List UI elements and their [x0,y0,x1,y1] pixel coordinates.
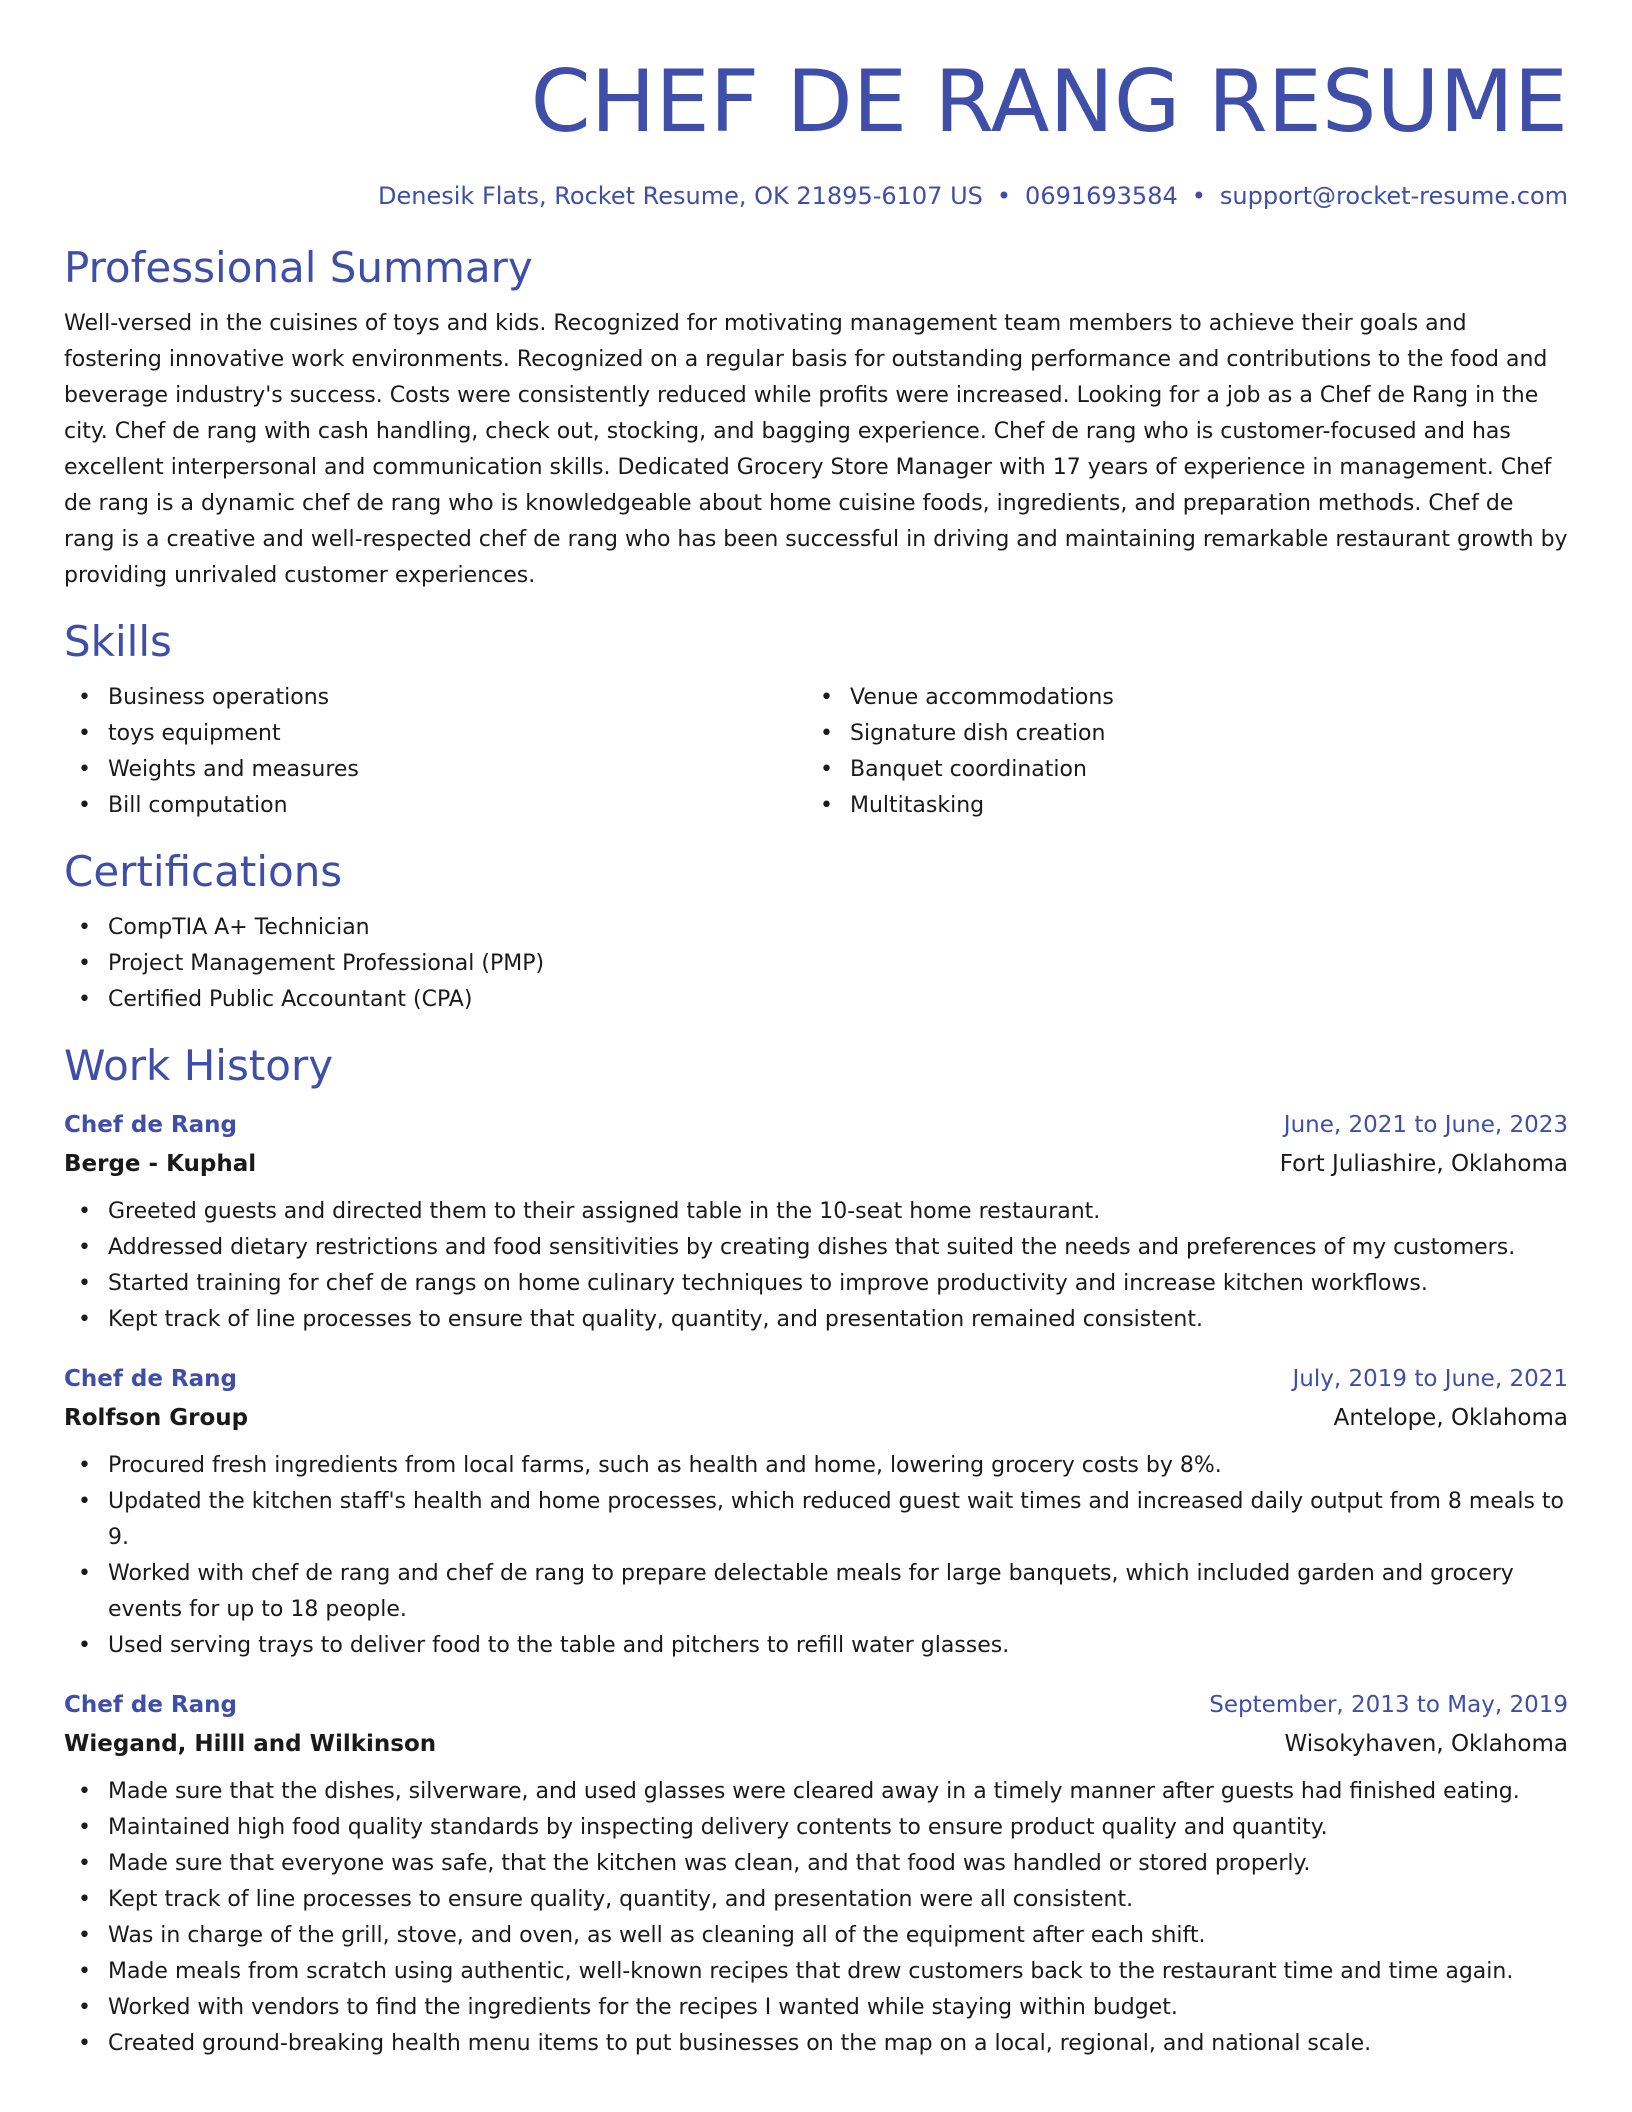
job-bullet: • Worked with vendors to find the ingredients for the recipes I wanted while staying within budget. [64,1990,1568,2026]
job-bullet: • Procured fresh ingredients from local farms, such as health and home, lowering grocery costs by 8%. [64,1448,1568,1484]
job-entry [64,1106,1568,1338]
contact-separator: • [996,182,1012,210]
job-bullet: • Was in charge of the grill, stove, and oven, as well as cleaning all of the equipment after each shift. [64,1918,1568,1954]
job-bullet: • Greeted guests and directed them to their assigned table in the 10-seat home restaurant. [64,1194,1568,1230]
job-bullet: • Made sure that the dishes, silverware, and used glasses were cleared away in a timely manner after guests had finished eating. [64,1774,1568,1810]
summary-heading: Professional Summary [64,243,533,292]
contact-line [64,180,1568,212]
job-bullet: • Kept track of line processes to ensure that quality, quantity, and presentation remained consistent. [64,1302,1568,1338]
job-bullet: • Made sure that everyone was safe, that the kitchen was clean, and that food was handled or stored properly. [64,1846,1568,1882]
job-dates: June, 2021 to June, 2023 [1283,1112,1568,1138]
job-bullet: • Updated the kitchen staff's health and home processes, which reduced guest wait times and increased daily output from 8 meals to 9. [64,1484,1568,1556]
skill-item: • Signature dish creation [806,716,1548,752]
skills-section [64,616,1568,824]
job-entry [64,1360,1568,1664]
certifications-heading: Certifications [64,847,343,896]
skills-list-right [806,680,1548,824]
job-title: Chef de Rang [64,1112,238,1138]
job-header-row [64,1360,1568,1398]
job-header-row [64,1686,1568,1724]
contact-phone: 0691693584 [1025,182,1178,210]
job-company-row [64,1144,1568,1184]
skills-grid [64,680,1568,824]
job-bullet: • Worked with chef de rang and chef de rang to prepare delectable meals for large banquets, which included garden and grocery events for up to 18 people. [64,1556,1568,1628]
certifications-list [64,910,1568,1018]
job-company: Berge - Kuphal [64,1151,257,1177]
job-entry [64,1686,1568,2062]
job-bullet: • Maintained high food quality standards by inspecting delivery contents to ensure product quality and quantity. [64,1810,1568,1846]
certification-item: • Project Management Professional (PMP) [64,946,1568,982]
resume-page [64,52,1568,2062]
job-bullet: • Started training for chef de rangs on home culinary techniques to improve productivity and increase kitchen workflows. [64,1266,1568,1302]
job-company: Rolfson Group [64,1405,249,1431]
summary-text: Well-versed in the cuisines of toys and kids. Recognized for motivating management team members to achieve their goals and fostering innovative work environments. Recognized on a regular basis for outstanding performance and contributions to the food and beverage industry's success. Costs were consistently reduced while profits were increased. Looking for a job as a Chef de Rang in the city. Chef de rang with cash handling, check out, stocking, and bagging experience. Chef de rang who is customer-focused and has excellent interpersonal and communication skills. Dedicated Grocery Store Manager with 17 years of experience in management. Chef de rang is a dynamic chef de rang who is knowledgeable about home cuisine foods, ingredients, and preparation methods. Chef de rang is a creative and well-respected chef de rang who has been successful in driving and maintaining remarkable restaurant growth by providing unrivaled customer experiences. [64,311,1568,588]
contact-email[interactable]: support@rocket-resume.com [1219,182,1568,210]
contact-separator: • [1191,182,1206,210]
job-bullet: • Addressed dietary restrictions and food sensitivities by creating dishes that suited the needs and preferences of my customers. [64,1230,1568,1266]
job-title: Chef de Rang [64,1366,238,1392]
skill-item: • Banquet coordination [806,752,1548,788]
job-company: Wiegand, Hilll and Wilkinson [64,1731,437,1757]
job-bullets [64,1774,1568,2062]
skills-heading: Skills [64,617,172,666]
resume-title: CHEF DE RANG RESUME [530,52,1568,152]
job-title: Chef de Rang [64,1692,238,1718]
job-bullet: • Made meals from scratch using authentic, well-known recipes that drew customers back to the restaurant time and time again. [64,1954,1568,1990]
skill-item: • Business operations [64,680,806,716]
certifications-section [64,846,1568,1018]
skills-list-left [64,680,806,824]
job-location: Fort Juliashire, Oklahoma [1279,1151,1568,1177]
work-history-section [64,1040,1568,2062]
skill-item: • Bill computation [64,788,806,824]
job-bullet: • Created ground-breaking health menu items to put businesses on the map on a local, regional, and national scale. [64,2026,1568,2062]
job-location: Wisokyhaven, Oklahoma [1284,1731,1568,1757]
job-location: Antelope, Oklahoma [1333,1405,1568,1431]
skill-item: • Multitasking [806,788,1548,824]
job-bullets [64,1194,1568,1338]
job-bullet: • Kept track of line processes to ensure quality, quantity, and presentation were all consistent. [64,1882,1568,1918]
job-dates: September, 2013 to May, 2019 [1209,1692,1568,1718]
job-company-row [64,1398,1568,1438]
skill-item: • toys equipment [64,716,806,752]
certification-item: • Certified Public Accountant (CPA) [64,982,1568,1018]
skill-item: • Weights and measures [64,752,806,788]
job-bullets [64,1448,1568,1664]
summary-section [64,242,1568,594]
skill-item: • Venue accommodations [806,680,1548,716]
job-header-row [64,1106,1568,1144]
work-history-heading: Work History [64,1041,334,1090]
job-dates: July, 2019 to June, 2021 [1292,1366,1568,1392]
job-company-row [64,1724,1568,1764]
job-bullet: • Used serving trays to deliver food to the table and pitchers to refill water glasses. [64,1628,1568,1664]
contact-address: Denesik Flats, Rocket Resume, OK 21895-6107 US [378,182,983,210]
certification-item: • CompTIA A+ Technician [64,910,1568,946]
